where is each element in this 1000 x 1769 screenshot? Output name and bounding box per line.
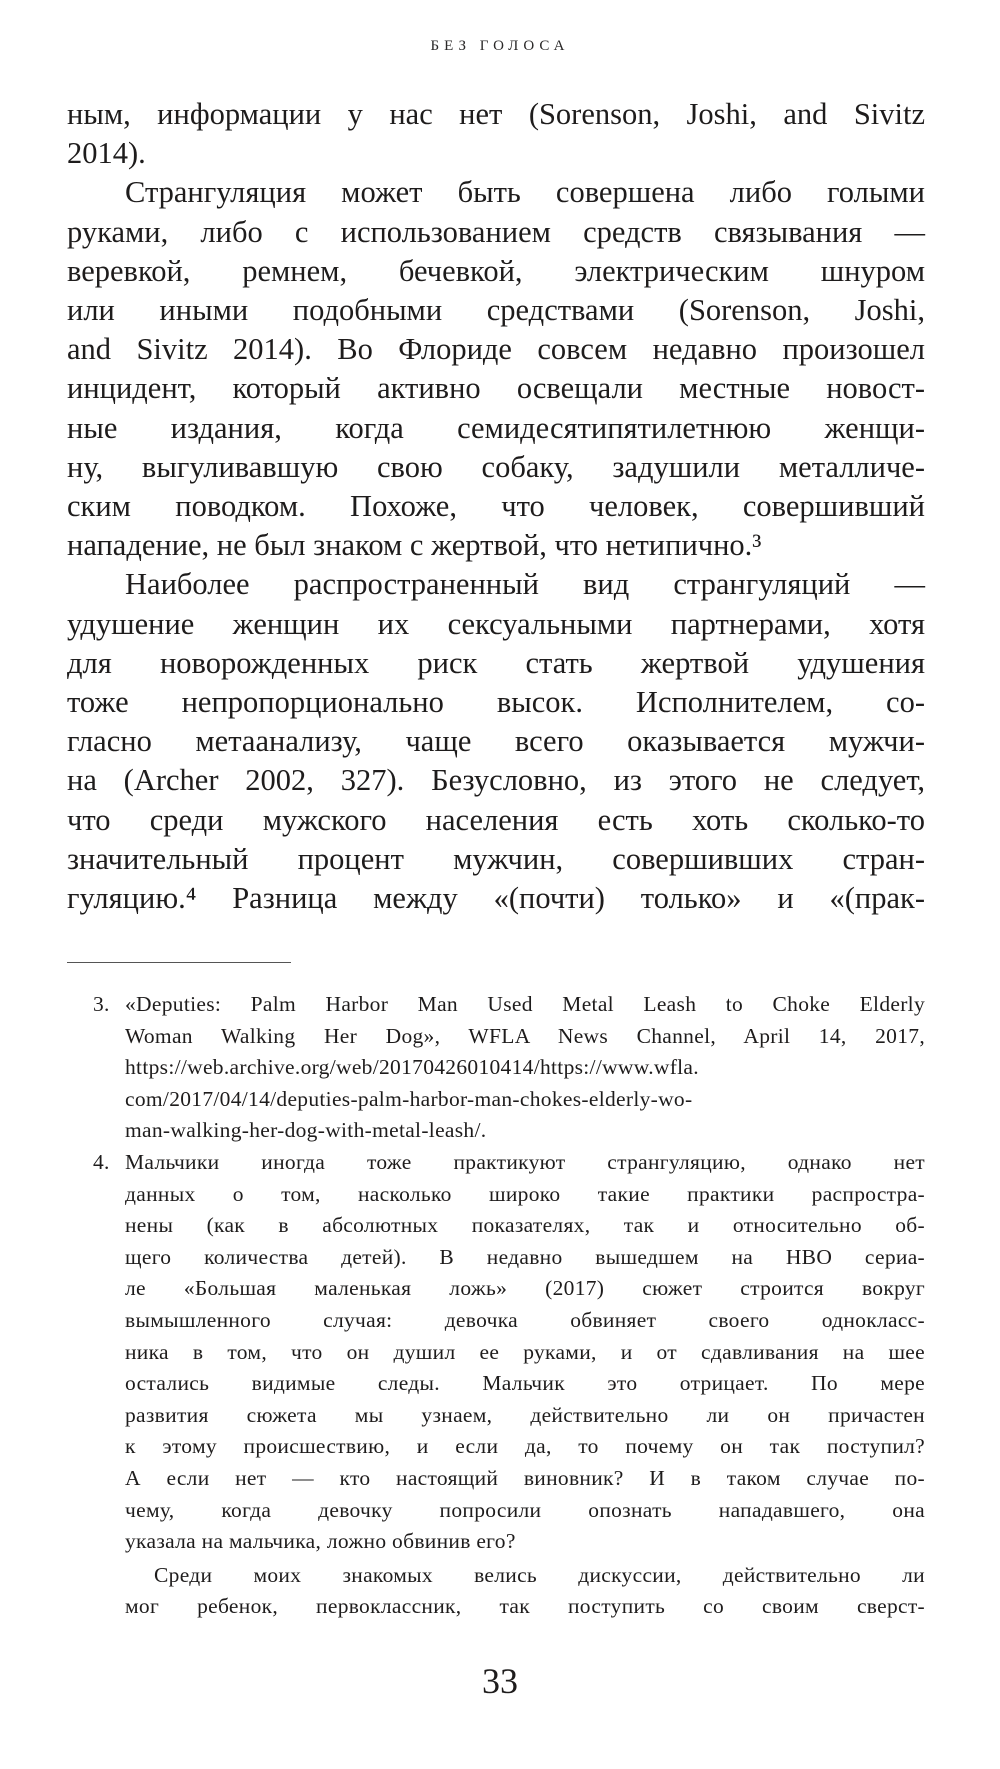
footnote-line: Woman Walking Her Dog», WFLA News Channel, April 14, 2017, (125, 1023, 925, 1048)
footnote (93, 1147, 925, 1558)
footnote-line: https://web.archive.org/web/20170426010414/https://www.wfla. (125, 1055, 699, 1080)
text-line: тоже непропорционально высок. Исполнителем, со- (67, 685, 925, 720)
text-line: гласно метаанализу, чаще всего оказывается мужчи- (67, 724, 925, 759)
footnote-number: 4. (93, 1149, 110, 1174)
footnote-line: остались видимые следы. Мальчик это отрицает. По мере (125, 1371, 925, 1396)
paragraph (67, 565, 925, 918)
footnote-line: man-walking-her-dog-with-metal-leash/. (125, 1118, 487, 1143)
paragraph (67, 95, 925, 173)
footnote-line: ле «Большая маленькая ложь» (2017) сюжет строится вокруг (125, 1276, 925, 1301)
footnote-line: вымышленного случая: девочка обвиняет своего однокласс- (125, 1307, 925, 1332)
text-line: что среди мужского населения есть хоть сколько-то (67, 802, 925, 837)
footnote-line: Мальчики иногда тоже практикуют странгуляцию, однако нет (125, 1149, 925, 1174)
text-line: нападение, не был знаком с жертвой, что нетипично.³ (67, 528, 762, 563)
footnote-line: данных о том, насколько широко такие практики распростра- (125, 1181, 925, 1206)
text-line: Наиболее распространенный вид странгуляций — (125, 567, 925, 602)
paragraph (67, 173, 925, 565)
text-line: на (Archer 2002, 327). Безусловно, из этого не следует, (67, 763, 925, 798)
footnote-line: ника в том, что он душил ее руками, и от сдавливания на шее (125, 1339, 925, 1364)
running-head: БЕЗ ГОЛОСА (430, 38, 570, 54)
footnote-separator (67, 962, 291, 963)
text-line: 2014). (67, 136, 146, 171)
text-line: ным, информации у нас нет (Sorenson, Joshi, and Sivitz (67, 97, 925, 131)
text-line: ну, выгуливавшую свою собаку, задушили металличе- (67, 449, 925, 484)
footnote-line: мог ребенок, первоклассник, так поступить со своим сверст- (125, 1594, 925, 1619)
text-line: инцидент, который активно освещали местные новост- (67, 371, 925, 406)
footnote-line: щего количества детей). В недавно вышедшем на HBO сериа- (125, 1244, 925, 1269)
text-line: для новорожденных риск стать жертвой удушения (67, 645, 925, 680)
body-text (67, 95, 925, 918)
text-line: удушение женщин их сексуальными партнерами, хотя (67, 606, 925, 641)
footnote-line: чему, когда девочку попросили опознать нападавшего, она (125, 1497, 925, 1522)
footnote-number: 3. (93, 992, 110, 1016)
text-line: руками, либо с использованием средств связывания — (67, 214, 925, 249)
text-line: ским поводком. Похоже, что человек, совершивший (67, 489, 925, 524)
footnotes (93, 989, 925, 1623)
footnote-line: развития сюжета мы узнаем, действительно ли он причастен (125, 1402, 925, 1427)
page-number: 33 (482, 1661, 518, 1701)
footnote-line: к этому происшествию, и если да, то почему он так поступил? (125, 1434, 925, 1459)
text-line: Странгуляция может быть совершена либо голыми (125, 175, 925, 210)
text-line: или иными подобными средствами (Sorenson, Joshi, (67, 293, 925, 328)
footnote-line: com/2017/04/14/deputies-palm-harbor-man-chokes-elderly-wo- (125, 1086, 693, 1111)
text-line: ные издания, когда семидесятипятилетнюю женщи- (67, 410, 925, 445)
footnote-line: указала на мальчика, ложно обвинив его? (125, 1529, 516, 1554)
text-line: and Sivitz 2014). Во Флориде совсем недавно произошел (67, 332, 925, 367)
footnote-paragraph (93, 1560, 925, 1623)
text-line: гуляцию.⁴ Разница между «(почти) только» и «(прак- (67, 881, 925, 916)
footnote-line: Среди моих знакомых велись дискуссии, действительно ли (154, 1562, 925, 1587)
text-line: веревкой, ремнем, бечевкой, электрическим шнуром (67, 253, 925, 288)
footnote-line: А если нет — кто настоящий виновник? И в таком случае по- (125, 1465, 925, 1490)
footnote-line: «Deputies: Palm Harbor Man Used Metal Leash to Choke Elderly (125, 992, 925, 1016)
footnote (93, 989, 925, 1147)
footnote-line: нены (как в абсолютных показателях, так и относительно об- (125, 1213, 925, 1238)
text-line: значительный процент мужчин, совершивших стран- (67, 841, 925, 876)
